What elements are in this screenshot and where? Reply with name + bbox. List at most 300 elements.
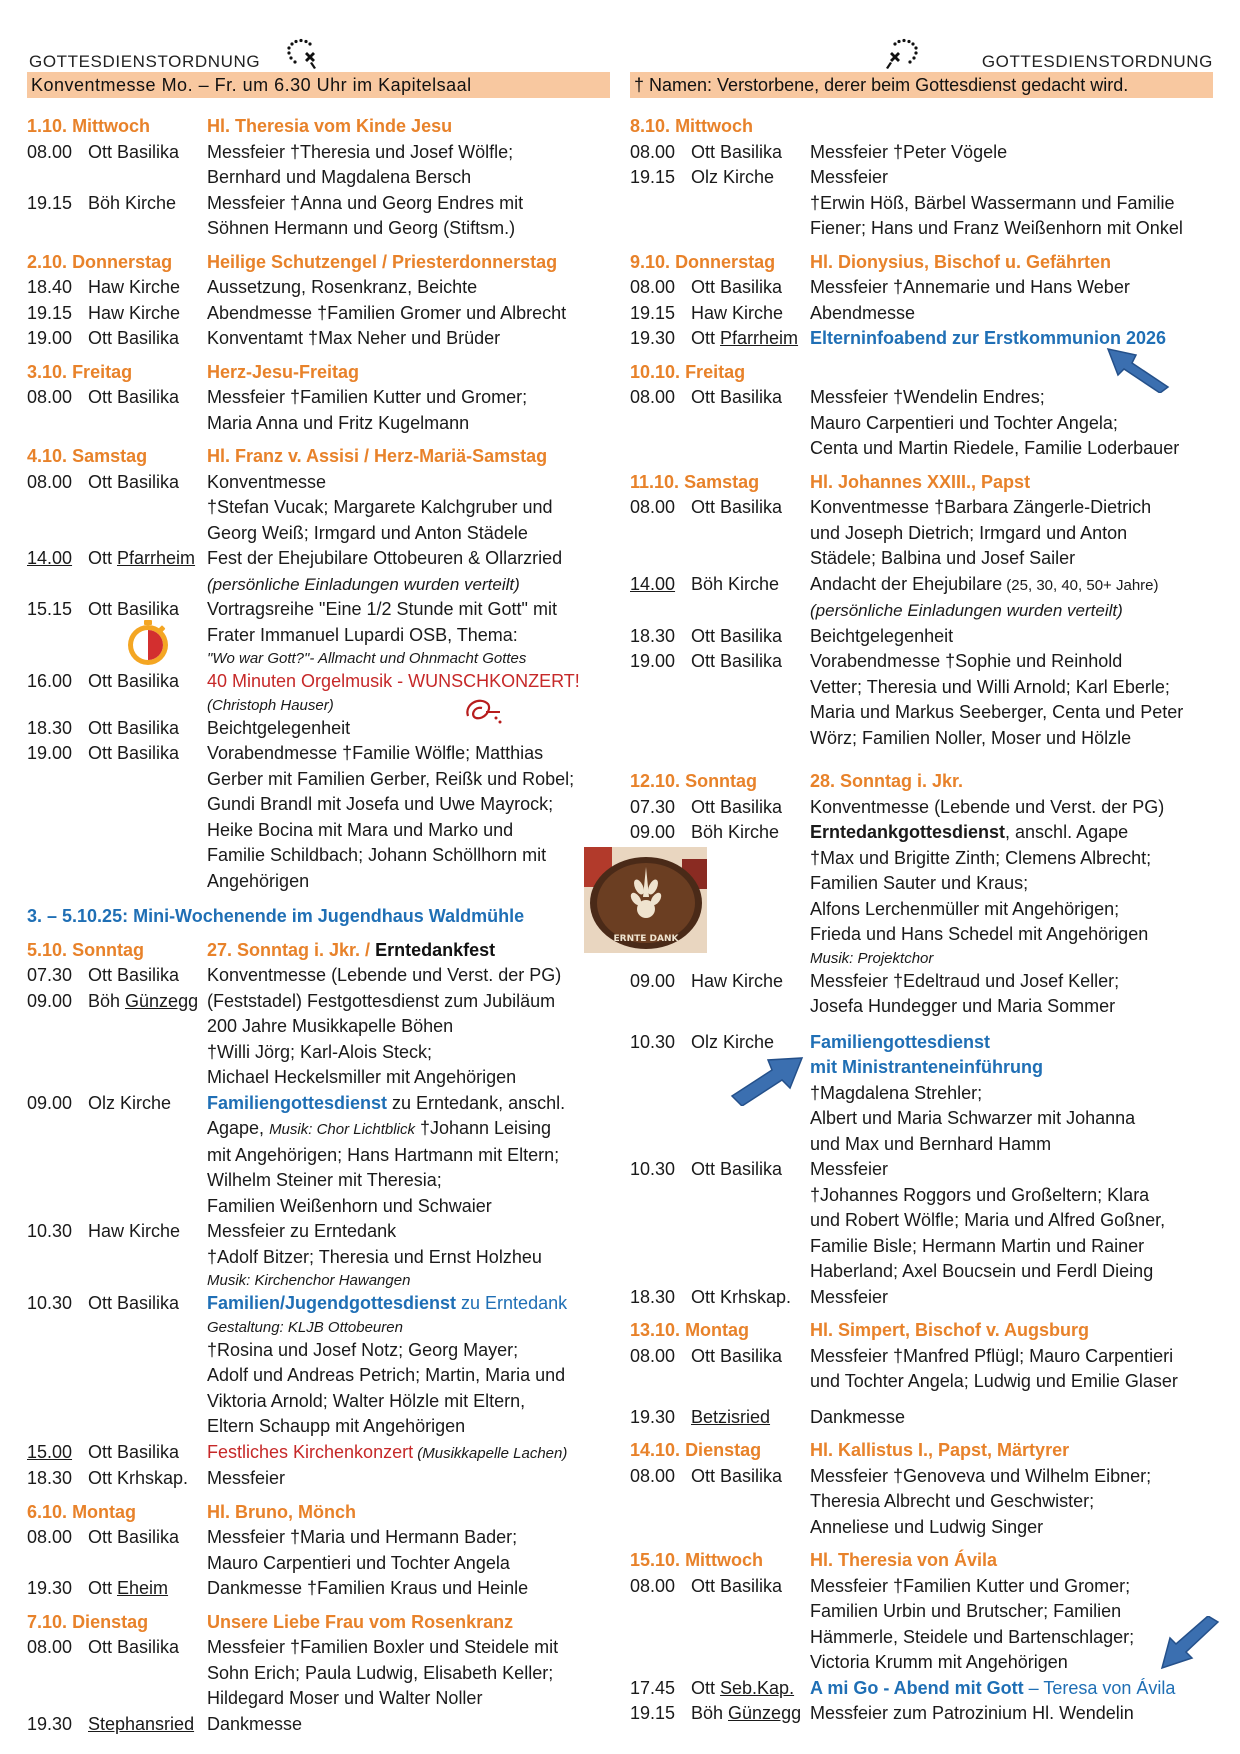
event-line: Messfeier zum Patrozinium Hl. Wendelin: [810, 1703, 1134, 1723]
event-place: Ott Basilika: [691, 796, 783, 817]
event-description: [207, 989, 610, 1091]
day-date: [630, 1318, 810, 1344]
event-description: [207, 191, 610, 242]
event-row: [27, 597, 610, 669]
event-place: Ott Basilika: [88, 1293, 180, 1313]
event-place-text: Eheim: [117, 1578, 169, 1598]
event-line: Michael Heckelsmiller mit Angehörigen: [207, 1067, 517, 1087]
event-row: [27, 1440, 610, 1467]
event-text: zu Erntedank, anschl.: [387, 1092, 566, 1113]
event-line: Konventamt †Max Neher und Brüder: [207, 328, 501, 348]
event-row: [630, 1285, 1213, 1311]
event-place: Böh Günzegg: [691, 1703, 802, 1723]
event-place: Ott Basilika: [88, 671, 180, 691]
event-line: Beichtgelegenheit: [207, 717, 351, 738]
event-note: Musik: Kirchenchor Hawangen: [207, 1272, 411, 1289]
highlight-blue: Familiengottesdienst: [207, 1092, 388, 1113]
event-text: , anschl. Agape: [1005, 822, 1129, 842]
day-header: [27, 250, 610, 276]
highlight-red: Festliches Kirchenkonzert: [207, 1441, 414, 1462]
event-place: Ott Basilika: [691, 497, 783, 517]
event-place: Böh Kirche: [691, 822, 780, 842]
day-saint-text: Heilige Schutzengel / Priesterdonnerstag: [207, 251, 558, 272]
event-time: 19.30: [630, 328, 676, 348]
day-weekday: Mittwoch: [685, 1550, 764, 1570]
event-row: [630, 301, 1213, 327]
event-description: [207, 1576, 610, 1602]
day-header: [27, 938, 610, 964]
event-row: [630, 1574, 1213, 1676]
event-time: 07.30: [27, 965, 73, 985]
event-row: [630, 385, 1213, 462]
day-saint: [207, 114, 610, 140]
event-line: Eltern Schaupp mit Angehörigen: [207, 1416, 466, 1436]
highlight-blue-light: – Teresa von Ávila: [1023, 1677, 1176, 1698]
event-line: Familien Sauter und Kraus;: [810, 873, 1029, 893]
event-time: 19.30: [630, 1406, 676, 1427]
event-description: [207, 1291, 610, 1440]
event-line: Messfeier †Manfred Pflügl; Mauro Carpentieri: [810, 1345, 1174, 1366]
event-row: [630, 495, 1213, 572]
event-line: Messfeier †Annemarie und Hans Weber: [810, 277, 1130, 297]
event-row: [630, 1701, 1213, 1727]
event-description: [207, 1466, 610, 1492]
event-place: Haw Kirche: [88, 277, 181, 297]
day-saint-text: Hl. Johannes XXIII., Papst: [810, 471, 1031, 492]
event-time: 08.00: [27, 1527, 73, 1547]
event-place: Olz Kirche: [691, 1031, 775, 1052]
event-time: 10.30: [27, 1221, 73, 1241]
event-highlight: Erntedankgottesdienst: [810, 822, 1006, 842]
event-line: Messfeier †Familien Boxler und Steidele mit: [207, 1637, 559, 1657]
event-time: 19.30: [27, 1713, 73, 1734]
day-header: [27, 444, 610, 470]
event-row: [630, 795, 1213, 821]
day-saint-text: Hl. Dionysius, Bischof u. Gefährten: [810, 251, 1112, 272]
event-description: [207, 1219, 610, 1291]
event-row: [27, 191, 610, 242]
event-row: [27, 1091, 610, 1220]
event-line: und Tochter Angela; Ludwig und Emilie Glaser: [810, 1371, 1178, 1391]
event-time: 18.30: [630, 625, 676, 646]
day-block: [630, 1318, 1213, 1430]
day-block: [630, 1438, 1213, 1540]
right-column: [630, 48, 1213, 1727]
event-place: Ott Eheim: [88, 1578, 169, 1598]
highlight-blue: mit Ministranteneinführung: [810, 1057, 1043, 1077]
event-place: Ott Basilika: [691, 141, 783, 162]
event-line: Fest der Ehejubilare Ottobeuren & Ollarzried: [207, 548, 563, 568]
event-line: Messfeier: [810, 1159, 889, 1179]
event-time: 08.00: [630, 1345, 676, 1366]
event-time: 09.00: [630, 822, 676, 842]
event-place: Böh Günzegg: [88, 990, 199, 1011]
event-row: [27, 470, 610, 547]
day-header: [630, 1438, 1213, 1464]
event-row: [27, 326, 610, 352]
event-note: Musik: Projektchor: [810, 949, 934, 967]
highlight-blue: Familiengottesdienst: [810, 1031, 991, 1052]
event-line: Victoria Krumm mit Angehörigen: [810, 1652, 1068, 1672]
day-header: [630, 250, 1213, 276]
event-line: Konventmesse †Barbara Zängerle-Dietrich: [810, 497, 1152, 517]
event-description: [810, 820, 1213, 969]
event-line: [810, 1676, 1213, 1702]
event-line: Hildegard Moser und Walter Noller: [207, 1688, 483, 1708]
organ-signature-icon: [462, 694, 506, 730]
event-row: [630, 1405, 1213, 1431]
event-row: [630, 1157, 1213, 1285]
event-line: Messfeier †Maria und Hermann Bader;: [207, 1527, 518, 1547]
day-date-number: 15.10.: [630, 1550, 681, 1570]
day-saint: [207, 444, 610, 470]
event-description: [207, 1091, 610, 1220]
event-row: [27, 1635, 610, 1712]
day-date-number: 6.10.: [27, 1501, 68, 1522]
highlight-blue: Familien/Jugendgottesdienst: [207, 1293, 457, 1313]
event-row: [27, 1576, 610, 1602]
event-place: Ott Basilika: [691, 387, 783, 407]
event-description: [810, 795, 1213, 821]
event-place: Ott Basilika: [88, 387, 180, 407]
event-line: Messfeier: [810, 1286, 889, 1307]
day-block: [630, 250, 1213, 352]
event-row: [630, 624, 1213, 650]
event-line: Beichtgelegenheit: [810, 625, 954, 646]
event-line: Messfeier: [207, 1468, 286, 1488]
event-line: Abendmesse: [810, 302, 916, 323]
event-text: Andacht der Ehejubilare: [810, 573, 1003, 594]
day-date-number: 8.10.: [630, 116, 671, 136]
event-place: Ott Basilika: [88, 471, 180, 492]
event-row: [27, 1466, 610, 1492]
event-line: Konventmesse: [207, 471, 327, 492]
day-header: [630, 470, 1213, 496]
event-row: [630, 649, 1213, 751]
day-weekday: Mittwoch: [675, 116, 754, 136]
rosary-cross-icon: [882, 38, 920, 72]
event-row: [27, 963, 610, 989]
event-row: [630, 1030, 1213, 1158]
event-place: Ott Krhskap.: [88, 1468, 189, 1488]
event-line: [207, 1291, 610, 1317]
day-block: [27, 1500, 610, 1602]
event-time: 10.30: [27, 1293, 73, 1313]
event-description: [810, 1030, 1213, 1158]
event-line: [207, 1116, 610, 1143]
event-description: [810, 1157, 1213, 1285]
event-description: [207, 597, 610, 669]
day-date-number: 10.10.: [630, 361, 681, 382]
event-description: [810, 140, 1213, 166]
day-saint-text: Unsere Liebe Frau vom Rosenkranz: [207, 1611, 514, 1632]
event-description: [810, 301, 1213, 327]
event-place: Ott Basilika: [88, 1441, 180, 1462]
event-time: 18.30: [630, 1286, 676, 1307]
event-line: [810, 1030, 1213, 1056]
event-description: [810, 495, 1213, 572]
day-header: [630, 114, 1213, 140]
day-saint-text: Hl. Franz v. Assisi / Herz-Mariä-Samstag: [207, 446, 548, 466]
event-time: 19.00: [630, 651, 676, 671]
event-line: Messfeier †Peter Vögele: [810, 141, 1008, 162]
event-line: Messfeier †Genoveva und Wilhelm Eibner;: [810, 1465, 1152, 1486]
day-block: [27, 444, 610, 894]
event-description: [810, 385, 1213, 462]
day-saint: [207, 1610, 610, 1636]
day-block: [630, 114, 1213, 242]
day-weekday: Samstag: [72, 446, 148, 466]
event-place: Ott Pfarrheim: [691, 328, 799, 348]
event-note-inline: (Musikkapelle Lachen): [413, 1444, 568, 1462]
event-line: Söhnen Hermann und Georg (Stiftsm.): [207, 218, 516, 238]
event-time: 14.00: [630, 573, 676, 594]
event-line: [207, 1440, 610, 1467]
day-weekday: Sonntag: [72, 939, 145, 960]
day-weekday: Dienstag: [685, 1440, 762, 1460]
event-place: Ott Basilika: [691, 1345, 783, 1366]
event-description: [810, 1464, 1213, 1541]
event-place: Ott Basilika: [88, 1527, 180, 1547]
event-line: mit Angehörigen; Hans Hartmann mit Eltern;: [207, 1144, 560, 1165]
day-date: [27, 360, 207, 386]
day-date-number: 14.10.: [630, 1440, 681, 1460]
event-time: 15.00: [27, 1441, 73, 1462]
page-title-left: GOTTESDIENSTORDNUNG: [29, 52, 261, 71]
event-place: Ott Basilika: [691, 625, 783, 646]
day-weekday: Donnerstag: [72, 251, 173, 272]
event-place: Ott Basilika: [88, 141, 180, 162]
day-date: [630, 470, 810, 496]
event-row: [27, 385, 610, 436]
event-description: [810, 275, 1213, 301]
rosary-cross-icon: [285, 38, 323, 72]
event-line: Fiener; Hans und Franz Weißenhorn mit Onkel: [810, 218, 1183, 238]
day-saint-text: 28. Sonntag i. Jkr.: [810, 771, 964, 791]
event-line: †Max und Brigitte Zinth; Clemens Albrecht;: [810, 847, 1152, 868]
event-description: [207, 301, 610, 327]
event-line: Städele; Balbina und Josef Sailer: [810, 548, 1076, 568]
day-date-number: 7.10.: [27, 1611, 68, 1632]
day-saint-text: Hl. Kallistus I., Papst, Märtyrer: [810, 1440, 1070, 1460]
event-line: (Feststadel) Festgottesdienst zum Jubiläum: [207, 990, 556, 1011]
event-description: [207, 470, 610, 547]
event-description: [207, 385, 610, 436]
event-line: †Stefan Vucak; Margarete Kalchgruber und: [207, 497, 553, 517]
day-saint: [810, 769, 1213, 795]
event-line: Bernhard und Magdalena Bersch: [207, 167, 472, 187]
day-saint-text: Hl. Bruno, Mönch: [207, 1501, 356, 1522]
day-saint: [810, 250, 1213, 276]
day-date: [630, 1548, 810, 1574]
event-description: [810, 572, 1213, 624]
event-row: [27, 741, 610, 894]
day-saint: [207, 1500, 610, 1526]
event-time: 09.00: [630, 970, 676, 991]
event-text: Agape,: [207, 1118, 270, 1138]
day-saint: [810, 114, 1213, 140]
day-saint-text: 27. Sonntag i. Jkr. /: [207, 939, 371, 960]
event-line: und Robert Wölfle; Maria und Alfred Goßner,: [810, 1210, 1166, 1230]
day-date: [27, 444, 207, 470]
day-date-number: 11.10.: [630, 471, 680, 492]
day-block: [27, 938, 610, 1492]
event-time: 17.45: [630, 1677, 676, 1698]
event-line: 200 Jahre Musikkapelle Böhen: [207, 1016, 454, 1036]
event-row: [630, 572, 1213, 624]
event-line: [207, 1091, 610, 1117]
event-line: Vorabendmesse †Familie Wölfle; Matthias: [207, 743, 544, 763]
erntedank-bread-image: [584, 847, 707, 953]
event-time: 08.00: [27, 387, 73, 407]
event-description: [207, 1712, 610, 1738]
event-place: Ott Basilika: [88, 743, 180, 763]
event-line: Gerber mit Familien Gerber, Reißk und Robel;: [207, 768, 575, 789]
event-place: Ott Krhskap.: [691, 1286, 792, 1307]
highlight-blue: Elterninfoabend zur Erstkommunion 2026: [810, 328, 1167, 348]
event-line: Maria und Markus Seeberger, Centa und Peter: [810, 702, 1184, 722]
event-description: [207, 546, 610, 597]
event-row: [27, 1291, 610, 1440]
day-date: [27, 1610, 207, 1636]
event-place: [691, 1405, 810, 1431]
event-line: †Johannes Roggors und Großeltern; Klara: [810, 1184, 1150, 1205]
event-place: Ott Basilika: [691, 1465, 783, 1486]
event-time: 19.15: [630, 1703, 676, 1723]
event-line: und Max und Bernhard Hamm: [810, 1133, 1052, 1154]
event-line: Anneliese und Ludwig Singer: [810, 1516, 1044, 1537]
event-line: Messfeier †Theresia und Josef Wölfle;: [207, 141, 514, 162]
event-line: Heike Bocina mit Mara und Marko und: [207, 819, 514, 840]
event-line: Maria Anna und Fritz Kugelmann: [207, 412, 470, 433]
event-time: 08.00: [630, 277, 676, 297]
event-row: [27, 1219, 610, 1291]
event-place: Ott Basilika: [88, 965, 180, 985]
event-place: Ott Basilika: [691, 651, 783, 671]
event-note: (Christoph Hauser): [207, 696, 334, 714]
event-line: Familien Urbin und Brutscher; Familien: [810, 1601, 1122, 1621]
event-line: Konventmesse (Lebende und Verst. der PG): [810, 796, 1165, 817]
arrow-pointer-icon: [1158, 1616, 1222, 1672]
event-line: Familie Bisle; Hermann Martin und Rainer: [810, 1235, 1145, 1256]
highlight-blue: A mi Go - Abend mit Gott: [810, 1677, 1024, 1698]
right-header-row: [630, 48, 1213, 72]
event-row: [630, 165, 1213, 242]
day-weekday: Freitag: [685, 361, 746, 382]
event-note: Gestaltung: KLJB Ottobeuren: [207, 1318, 403, 1336]
event-description: [207, 669, 610, 716]
event-place: Ott Seb.Kap.: [691, 1677, 795, 1698]
event-line: Dankmesse: [207, 1713, 303, 1734]
event-row: [630, 1464, 1213, 1541]
day-block: [630, 1548, 1213, 1727]
event-line: Alfons Lerchenmüller mit Angehörigen;: [810, 898, 1120, 919]
day-header: [27, 1500, 610, 1526]
event-place-text: Günzegg: [728, 1703, 802, 1723]
day-saint-text: Hl. Simpert, Bischof v. Augsburg: [810, 1320, 1090, 1340]
event-place-text: Pfarrheim: [117, 548, 196, 568]
event-row: [27, 716, 610, 742]
event-description: [207, 741, 610, 894]
day-date-number: 1.10.: [27, 116, 68, 136]
event-line: Hämmerle, Steidele und Bartenschlager;: [810, 1626, 1135, 1647]
event-time: 16.00: [27, 671, 73, 691]
event-line: Dankmesse: [810, 1406, 906, 1427]
event-time: 19.00: [27, 328, 73, 348]
event-time: 08.00: [27, 141, 73, 162]
event-row: [630, 969, 1213, 1020]
event-line: Theresia Albrecht und Geschwister;: [810, 1491, 1095, 1511]
event-place-text: Seb.Kap.: [720, 1677, 795, 1698]
day-date: [27, 938, 207, 964]
day-header: [630, 1548, 1213, 1574]
event-line: †Adolf Bitzer; Theresia und Ernst Holzheu: [207, 1246, 542, 1267]
event-line: Mauro Carpentieri und Tochter Angela: [207, 1552, 510, 1573]
day-date-number: 5.10.: [27, 939, 68, 960]
event-place-text: Pfarrheim: [720, 328, 799, 348]
event-line: Haberland; Axel Boucsein und Ferdl Dieing: [810, 1261, 1154, 1281]
event-line: Centa und Martin Riedele, Familie Loderbauer: [810, 438, 1180, 458]
event-time: 08.00: [630, 1575, 676, 1596]
day-block: [27, 360, 610, 437]
event-place-text: Betzisried: [691, 1406, 771, 1427]
event-place: Haw Kirche: [691, 970, 784, 991]
day-date-number: 2.10.: [27, 251, 68, 272]
day-weekday: Dienstag: [72, 1611, 149, 1632]
day-saint-text: Herz-Jesu-Freitag: [207, 361, 360, 382]
day-date-number: 3.10.: [27, 361, 68, 382]
page-title-right: GOTTESDIENSTORDNUNG: [981, 52, 1213, 71]
day-block: [630, 470, 1213, 752]
left-column: [27, 48, 610, 1737]
event-line: Aussetzung, Rosenkranz, Beichte: [207, 277, 478, 297]
event-description: [207, 1440, 610, 1467]
event-row: [27, 669, 610, 716]
arrow-pointer-icon: [728, 1052, 806, 1106]
event-row: [27, 546, 610, 597]
event-line: Vortragsreihe "Eine 1/2 Stunde mit Gott" mit: [207, 599, 557, 619]
event-place: Olz Kirche: [691, 167, 775, 187]
highlight-blue-light: zu Erntedank: [456, 1293, 568, 1313]
day-saint: [810, 1548, 1213, 1574]
event-description: [207, 275, 610, 301]
day-date: [27, 250, 207, 276]
event-line: [810, 572, 1213, 599]
day-weekday: Samstag: [684, 471, 760, 492]
event-description: [810, 1405, 1213, 1431]
event-place: [88, 1712, 207, 1738]
day-date: [630, 250, 810, 276]
event-line: Messfeier †Familien Kutter und Gromer;: [810, 1575, 1131, 1596]
event-place: Ott Basilika: [88, 717, 180, 738]
event-line: †Erwin Höß, Bärbel Wassermann und Familie: [810, 192, 1175, 213]
event-line: Messfeier †Edeltraud und Josef Keller;: [810, 970, 1120, 991]
event-place: Ott Basilika: [88, 328, 180, 348]
event-line: Josefa Hundegger und Maria Sommer: [810, 996, 1116, 1016]
event-description: [810, 1285, 1213, 1311]
event-time: 19.15: [27, 302, 73, 323]
event-description: [207, 963, 610, 989]
event-place: Ott Basilika: [691, 277, 783, 297]
day-weekday: Mittwoch: [72, 116, 151, 136]
event-place: Haw Kirche: [691, 302, 784, 323]
event-time: 08.00: [630, 1465, 676, 1486]
left-schedule: [27, 98, 610, 1737]
event-line: Dankmesse †Familien Kraus und Heinle: [207, 1578, 529, 1598]
day-weekday: Montag: [685, 1320, 750, 1340]
event-description: [207, 326, 610, 352]
day-saint-text: Hl. Theresia von Ávila: [810, 1550, 998, 1570]
